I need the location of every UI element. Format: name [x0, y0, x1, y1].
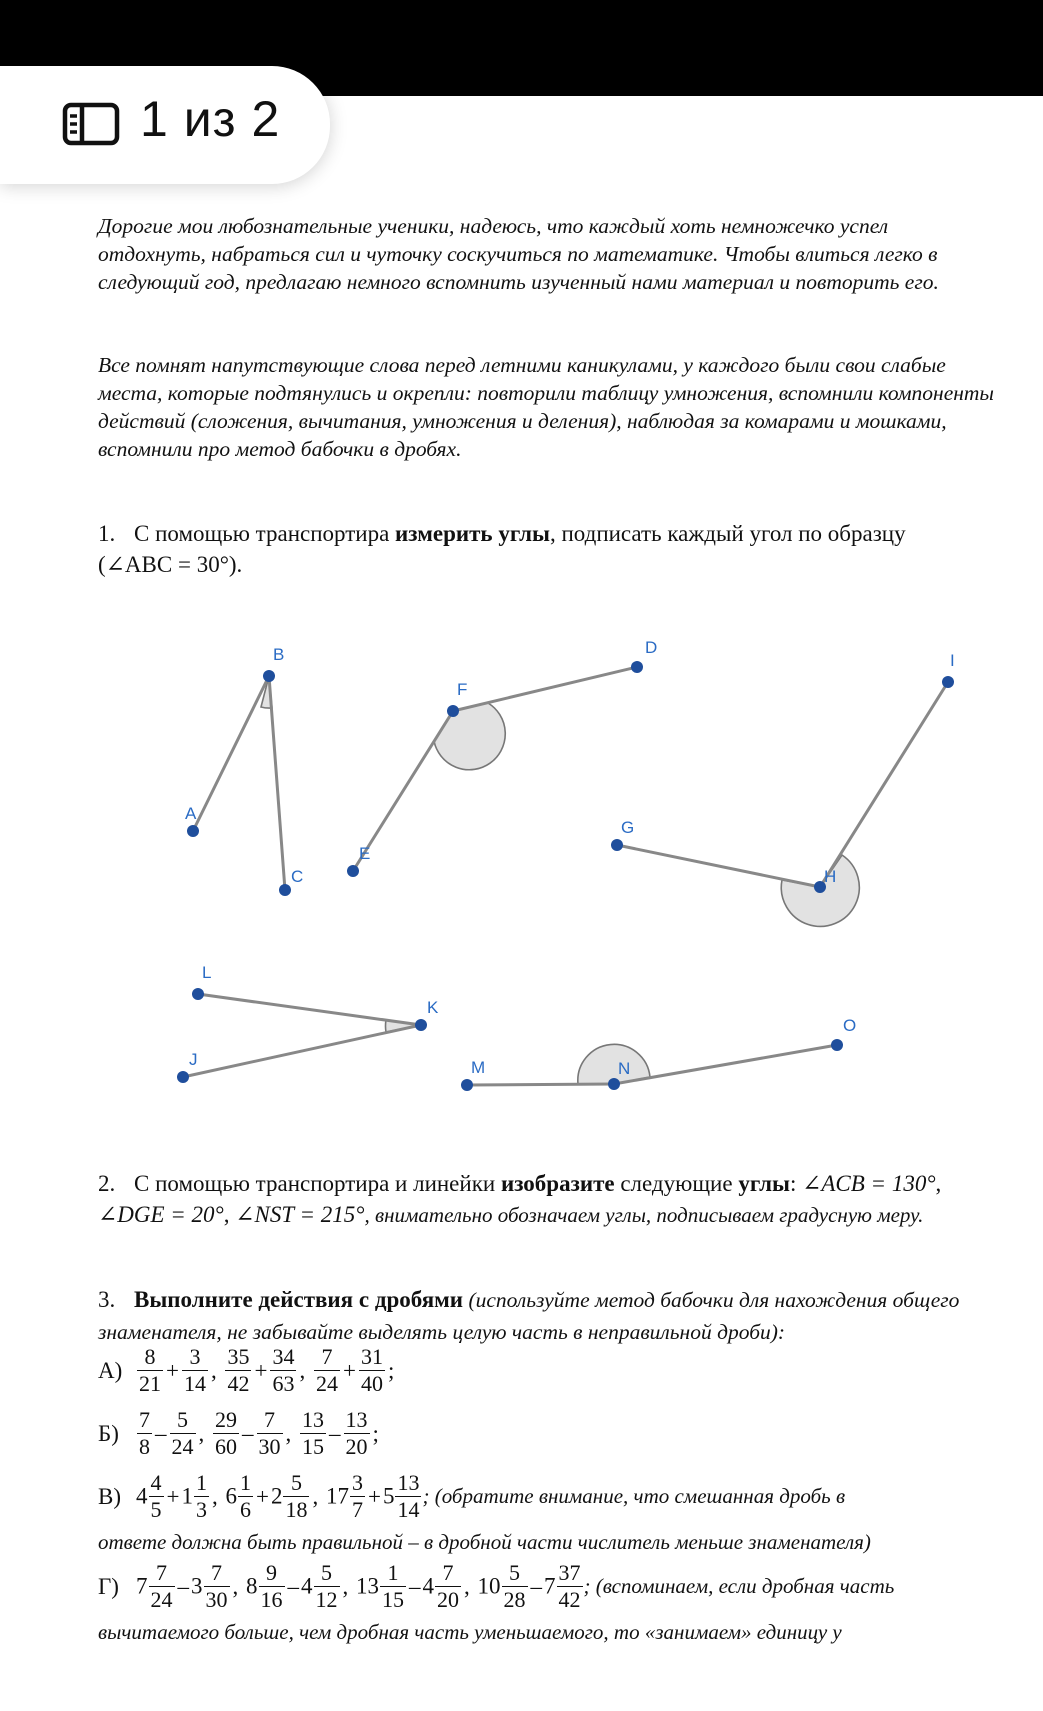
- row-g-continuation: вычитаемого больше, чем дробная часть уменьшаемого, то «занимаем» единицу у: [98, 1620, 842, 1644]
- fraction: $\frac{13}{14}$: [397, 1470, 420, 1522]
- whole-part: 7: [136, 1573, 148, 1599]
- separator: ,: [342, 1573, 354, 1599]
- fraction: $\frac{7}{30}$: [258, 1407, 281, 1459]
- separator: ,: [299, 1357, 311, 1383]
- point-label-o: O: [843, 1016, 857, 1035]
- point-label-k: K: [427, 998, 439, 1017]
- intro-paragraph-1: Дорогие мои любознательные ученики, надеюсь, что каждый хоть немножечко успел отдохнуть, набраться сил и чуточку соскучиться по математике. Чтобы влиться легко в следующий год, предлагаю немного вспомнить изученный нами материал и повторить его.: [98, 214, 939, 294]
- operator: –: [177, 1573, 189, 1599]
- point-label-g: G: [621, 818, 635, 837]
- fraction: $\frac{5}{12}$: [315, 1560, 338, 1612]
- point-label-a: A: [185, 804, 197, 823]
- row-b: [98, 1407, 1018, 1460]
- point-j: [177, 1071, 189, 1083]
- operator: +: [254, 1357, 268, 1383]
- operator: –: [530, 1573, 542, 1599]
- point-label-b: B: [273, 645, 285, 664]
- angles-figure: [160, 630, 955, 1100]
- task-1: 1. С помощью транспортира измерить углы, подписать каждый угол по образцу (∠ABC = 30°).: [98, 518, 1008, 580]
- point-label-d: D: [645, 638, 658, 657]
- fraction: $\frac{13}{20}$: [345, 1407, 368, 1459]
- separator: ,: [285, 1420, 297, 1446]
- point-label-n: N: [618, 1059, 631, 1078]
- whole-part: 1: [181, 1483, 193, 1509]
- row-g: [98, 1560, 1018, 1613]
- separator: ;: [387, 1357, 395, 1383]
- row-a: [98, 1344, 1018, 1397]
- row-label: Б): [98, 1420, 119, 1446]
- operator: +: [367, 1483, 381, 1509]
- fraction: $\frac{29}{60}$: [215, 1407, 237, 1459]
- fraction: $\frac{35}{42}$: [227, 1344, 250, 1396]
- point-label-j: J: [189, 1050, 198, 1069]
- whole-part: 4: [136, 1483, 148, 1509]
- whole-part: 2: [270, 1483, 283, 1509]
- task-1-number: 1.: [98, 521, 116, 546]
- point-b: [263, 670, 275, 682]
- task-2: 2. С помощью транспортира и линейки изобразите следующие углы: ∠ACB = 130°, ∠DGE = 20°, ∠NST = 215°, внимательно обозначаем углы, подписываем градусную меру.: [98, 1168, 1008, 1231]
- fraction: $\frac{1}{3}$: [195, 1470, 207, 1522]
- point-label-l: L: [202, 963, 212, 982]
- separator: ,: [198, 1420, 210, 1446]
- whole-part: 4: [422, 1573, 434, 1599]
- fraction: $\frac{3}{14}$: [183, 1344, 206, 1396]
- point-a: [187, 825, 199, 837]
- point-c: [279, 884, 291, 896]
- operator: –: [287, 1573, 299, 1599]
- point-f: [447, 705, 459, 717]
- point-label-m: M: [471, 1058, 486, 1077]
- whole-part: 6: [225, 1483, 237, 1509]
- separator: ,: [464, 1573, 476, 1599]
- fraction: $\frac{7}{30}$: [205, 1560, 228, 1612]
- whole-part: 5: [382, 1483, 395, 1509]
- separator: ,: [312, 1483, 324, 1509]
- row-label: А): [98, 1357, 123, 1383]
- operator: +: [166, 1357, 179, 1383]
- fraction: $\frac{7}{20}$: [437, 1560, 459, 1612]
- fraction: $\frac{8}{21}$: [139, 1344, 161, 1396]
- separator: ;: [372, 1420, 379, 1446]
- fraction: $\frac{5}{28}$: [503, 1560, 526, 1612]
- fraction: $\frac{7}{24}$: [315, 1344, 338, 1396]
- fraction: $\frac{9}{16}$: [260, 1560, 283, 1612]
- row-v: [98, 1470, 1018, 1523]
- point-o: [831, 1039, 843, 1051]
- fraction: $\frac{7}{24}$: [150, 1560, 173, 1612]
- whole-part: 4: [301, 1573, 313, 1599]
- point-d: [631, 661, 643, 673]
- fraction: $\frac{1}{6}$: [239, 1470, 251, 1522]
- point-g: [611, 839, 623, 851]
- point-i: [942, 676, 954, 688]
- task-1-bold: измерить углы: [395, 521, 550, 546]
- fraction: $\frac{1}{15}$: [382, 1560, 404, 1612]
- point-k: [415, 1019, 427, 1031]
- point-label-h: H: [824, 867, 837, 886]
- whole-part: 13: [356, 1573, 379, 1599]
- operator: –: [242, 1420, 254, 1446]
- fraction: $\frac{13}{15}$: [302, 1407, 324, 1459]
- row-note: ; (вспоминаем, если дробная часть: [583, 1574, 895, 1598]
- operator: –: [409, 1573, 421, 1599]
- angle-dfe-arc: [434, 703, 505, 770]
- row-label: Г): [98, 1573, 119, 1599]
- whole-part: 8: [246, 1573, 258, 1599]
- task-2-number: 2.: [98, 1171, 116, 1196]
- separator: ,: [232, 1573, 244, 1599]
- page-indicator[interactable]: [0, 66, 330, 184]
- operator: –: [155, 1420, 167, 1446]
- point-label-f: F: [457, 680, 468, 699]
- whole-part: 10: [477, 1573, 501, 1599]
- whole-part: 17: [325, 1483, 349, 1509]
- row-v-continuation: ответе должна быть правильной – в дробной части числитель меньше знаменателя): [98, 1530, 871, 1554]
- page-layout-icon: [62, 102, 120, 146]
- point-label-c: C: [291, 867, 304, 886]
- fraction: $\frac{5}{24}$: [171, 1407, 194, 1459]
- separator: ,: [211, 1483, 224, 1509]
- operator: +: [255, 1483, 269, 1509]
- fraction: $\frac{37}{42}$: [558, 1560, 581, 1612]
- operator: +: [166, 1483, 180, 1509]
- point-e: [347, 865, 359, 877]
- point-l: [192, 988, 204, 1000]
- fraction: $\frac{34}{63}$: [272, 1344, 295, 1396]
- point-m: [461, 1079, 473, 1091]
- row-note: ; (обратите внимание, что смешанная дробь в: [422, 1484, 846, 1508]
- task-3-number: 3.: [98, 1287, 116, 1312]
- point-label-i: I: [950, 651, 955, 670]
- fraction: $\frac{31}{40}$: [360, 1344, 383, 1396]
- fraction: $\frac{3}{7}$: [351, 1470, 363, 1522]
- point-label-e: E: [359, 844, 371, 863]
- point-n: [608, 1078, 620, 1090]
- fraction: $\frac{5}{18}$: [285, 1470, 308, 1522]
- operator: –: [329, 1420, 341, 1446]
- operator: +: [342, 1357, 356, 1383]
- intro-paragraph-2: Все помнят напутствующие слова перед летними каникулами, у каждого были свои слабые места, которые подтянулись и окрепли: повторили таблицу умножения, вспомнили компоненты действий (сложения, вычитания, умножения и деления), наблюдая за комарами и мошками, вспомнили про метод бабочки в дробях.: [98, 353, 994, 461]
- whole-part: 3: [191, 1573, 203, 1599]
- task-3: 3. Выполните действия с дробями (используйте метод бабочки для нахождения общего знаменателя, не забывайте выделять целую часть в неправильной дроби):: [98, 1284, 1008, 1348]
- fraction: $\frac{4}{5}$: [150, 1470, 162, 1522]
- row-label: В): [98, 1483, 121, 1509]
- whole-part: 7: [544, 1573, 556, 1599]
- task-1-sample: (∠ABC = 30°).: [98, 552, 243, 577]
- separator: ,: [210, 1357, 223, 1383]
- fraction: $\frac{7}{8}$: [139, 1407, 150, 1459]
- page-counter: 1 из 2: [140, 91, 281, 147]
